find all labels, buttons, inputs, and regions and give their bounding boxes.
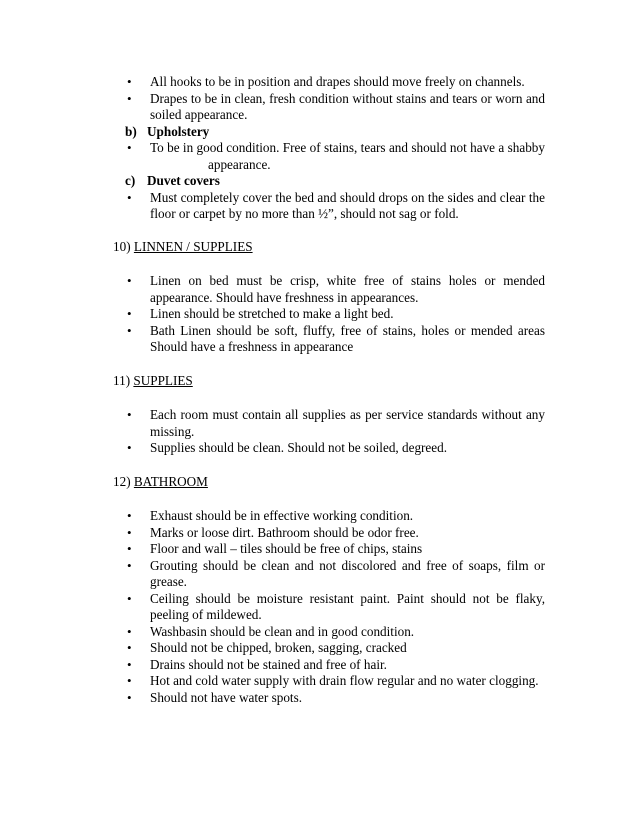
list-item: • Hot and cold water supply with drain flow regular and no water clogging.: [150, 673, 545, 690]
section-heading-bathroom: [113, 474, 545, 491]
section-heading-linen: [113, 239, 545, 256]
list-item: • Should not have water spots.: [150, 690, 545, 707]
bathroom-list: [113, 508, 545, 706]
list-item: • Marks or loose dirt. Bathroom should be odor free.: [150, 525, 545, 542]
list-item: • Should not be chipped, broken, sagging, cracked: [150, 640, 545, 657]
document-body: [113, 74, 545, 706]
upholstery-list: [113, 140, 545, 173]
drapes-list: [113, 74, 545, 124]
subheading-duvet: [113, 173, 545, 190]
section-title: LINNEN / SUPPLIES: [133, 238, 253, 254]
list-item: • Ceiling should be moisture resistant paint. Paint should not be flaky, peeling of mildewed.: [150, 591, 545, 624]
list-item: • Each room must contain all supplies as per service standards without any missing.: [150, 407, 545, 440]
subheading-marker: c): [125, 173, 136, 188]
section-title: SUPPLIES: [133, 372, 193, 388]
list-item-text: To be in good condition. Free of stains, tears and should not have a shabby: [150, 140, 545, 155]
section-number: 10): [113, 238, 131, 254]
subheading-upholstery: [113, 124, 545, 141]
section-number: 12): [113, 473, 131, 489]
subheading-title: Upholstery: [147, 123, 210, 139]
list-item: • Drains should not be stained and free of hair.: [150, 657, 545, 674]
list-item: • All hooks to be in position and drapes should move freely on channels.: [150, 74, 545, 91]
section-title: BATHROOM: [133, 473, 208, 489]
subheading-marker: b): [125, 123, 137, 139]
duvet-list: [113, 190, 545, 223]
list-item: • Supplies should be clean. Should not be soiled, degreed.: [150, 440, 545, 457]
list-item: • Must completely cover the bed and should drops on the sides and clear the floor or carpet by no more than ½”, should not sag or fold.: [150, 190, 545, 223]
list-item-text: appearance.: [208, 156, 271, 172]
list-item: • Linen should be stretched to make a light bed.: [150, 306, 545, 323]
list-item: • Grouting should be clean and not discolored and free of soaps, film or grease.: [150, 558, 545, 591]
list-item: • Linen on bed must be crisp, white free of stains holes or mended appearance. Should have freshness in appearances.: [150, 273, 545, 306]
list-item: • Exhaust should be in effective working condition.: [150, 508, 545, 525]
section-heading-supplies: [113, 373, 545, 390]
list-item: • Floor and wall – tiles should be free of chips, stains: [150, 541, 545, 558]
linen-list: [113, 273, 545, 356]
section-number: 11): [113, 372, 131, 388]
list-item: [150, 140, 545, 173]
subheading-title: Duvet covers: [147, 173, 220, 188]
list-item: • Washbasin should be clean and in good condition.: [150, 624, 545, 641]
list-item: • Drapes to be in clean, fresh condition without stains and tears or worn and soiled appearance.: [150, 91, 545, 124]
supplies-list: [113, 407, 545, 457]
list-item: • Bath Linen should be soft, fluffy, free of stains, holes or mended areas Should have a freshness in appearance: [150, 323, 545, 356]
